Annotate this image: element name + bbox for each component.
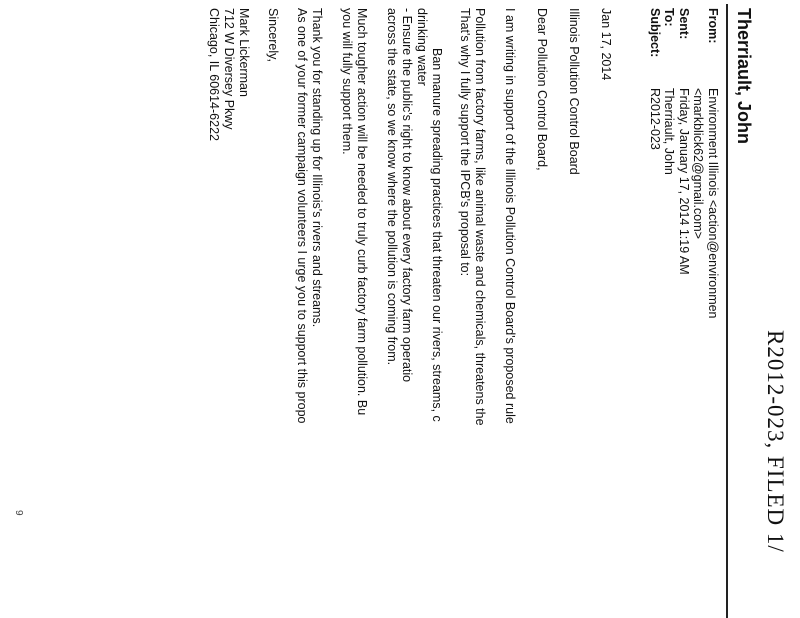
sender-name: Therriault, John bbox=[734, 8, 754, 145]
signature-city: Chicago, IL 60614-6222 bbox=[207, 8, 221, 141]
header-blank-label bbox=[691, 8, 706, 88]
filing-stamp: R2012-023, FILED 1/ bbox=[763, 330, 788, 553]
header-from-email: <markblick62@gmail.com> bbox=[691, 88, 706, 239]
email-header bbox=[648, 8, 721, 319]
letter-date: Jan 17, 2014 bbox=[599, 8, 613, 81]
letter-salutation: Dear Pollution Control Board, bbox=[535, 8, 549, 171]
header-subject-label: Subject: bbox=[648, 8, 662, 58]
header-divider bbox=[726, 4, 728, 618]
header-sent-value: Friday, January 17, 2014 1:19 AM bbox=[677, 88, 691, 275]
letter-recipient: Illinois Pollution Control Board bbox=[567, 8, 581, 175]
signature-name: Mark Lickerman bbox=[237, 8, 251, 97]
header-from-value: Environment Illinois <action@environmen bbox=[706, 88, 720, 319]
header-to-label: To: bbox=[662, 8, 677, 27]
header-from-email-row bbox=[691, 8, 706, 319]
list-item-line: Ban manure spreading practices that threaten our rivers, streams, c bbox=[430, 48, 444, 422]
signature-address: 712 W Diversey Pkwy bbox=[222, 8, 236, 130]
paragraph-line: you will fully support them. bbox=[340, 8, 354, 155]
header-to-row bbox=[662, 8, 677, 319]
page-number-mark: 9 bbox=[13, 510, 24, 516]
header-sent-label: Sent: bbox=[677, 8, 691, 40]
paragraph-line: Much tougher action will be needed to truly curb factory farm pollution. Bu bbox=[355, 8, 369, 416]
header-to-value: Therriault, John bbox=[662, 88, 677, 175]
header-sent-row bbox=[677, 8, 692, 319]
list-item-line: drinking water bbox=[415, 8, 429, 86]
header-subject-row bbox=[648, 8, 663, 319]
paragraph-line: Pollution from factory farms, like animal waste and chemicals, threatens the bbox=[473, 8, 487, 426]
list-item-line: across the state, so we know where the pollution is coming from. bbox=[385, 8, 399, 366]
paragraph-line: That's why I fully support the IPCB's proposal to: bbox=[458, 8, 472, 277]
header-subject-value: R2012-023 bbox=[648, 88, 662, 150]
paragraph-line: As one of your former campaign volunteers I urge you to support this propo bbox=[295, 8, 309, 424]
header-from-row bbox=[706, 8, 721, 319]
letter-closing: Sincerely, bbox=[266, 8, 280, 62]
list-item-line: - Ensure the public's right to know about every factory farm operatio bbox=[400, 8, 414, 383]
header-from-label: From: bbox=[706, 8, 720, 44]
paragraph-line: Thank you for standing up for Illinois's rivers and streams. bbox=[310, 8, 324, 328]
paragraph-line: I am writing in support of the Illinois Pollution Control Board's proposed rule bbox=[503, 8, 517, 424]
